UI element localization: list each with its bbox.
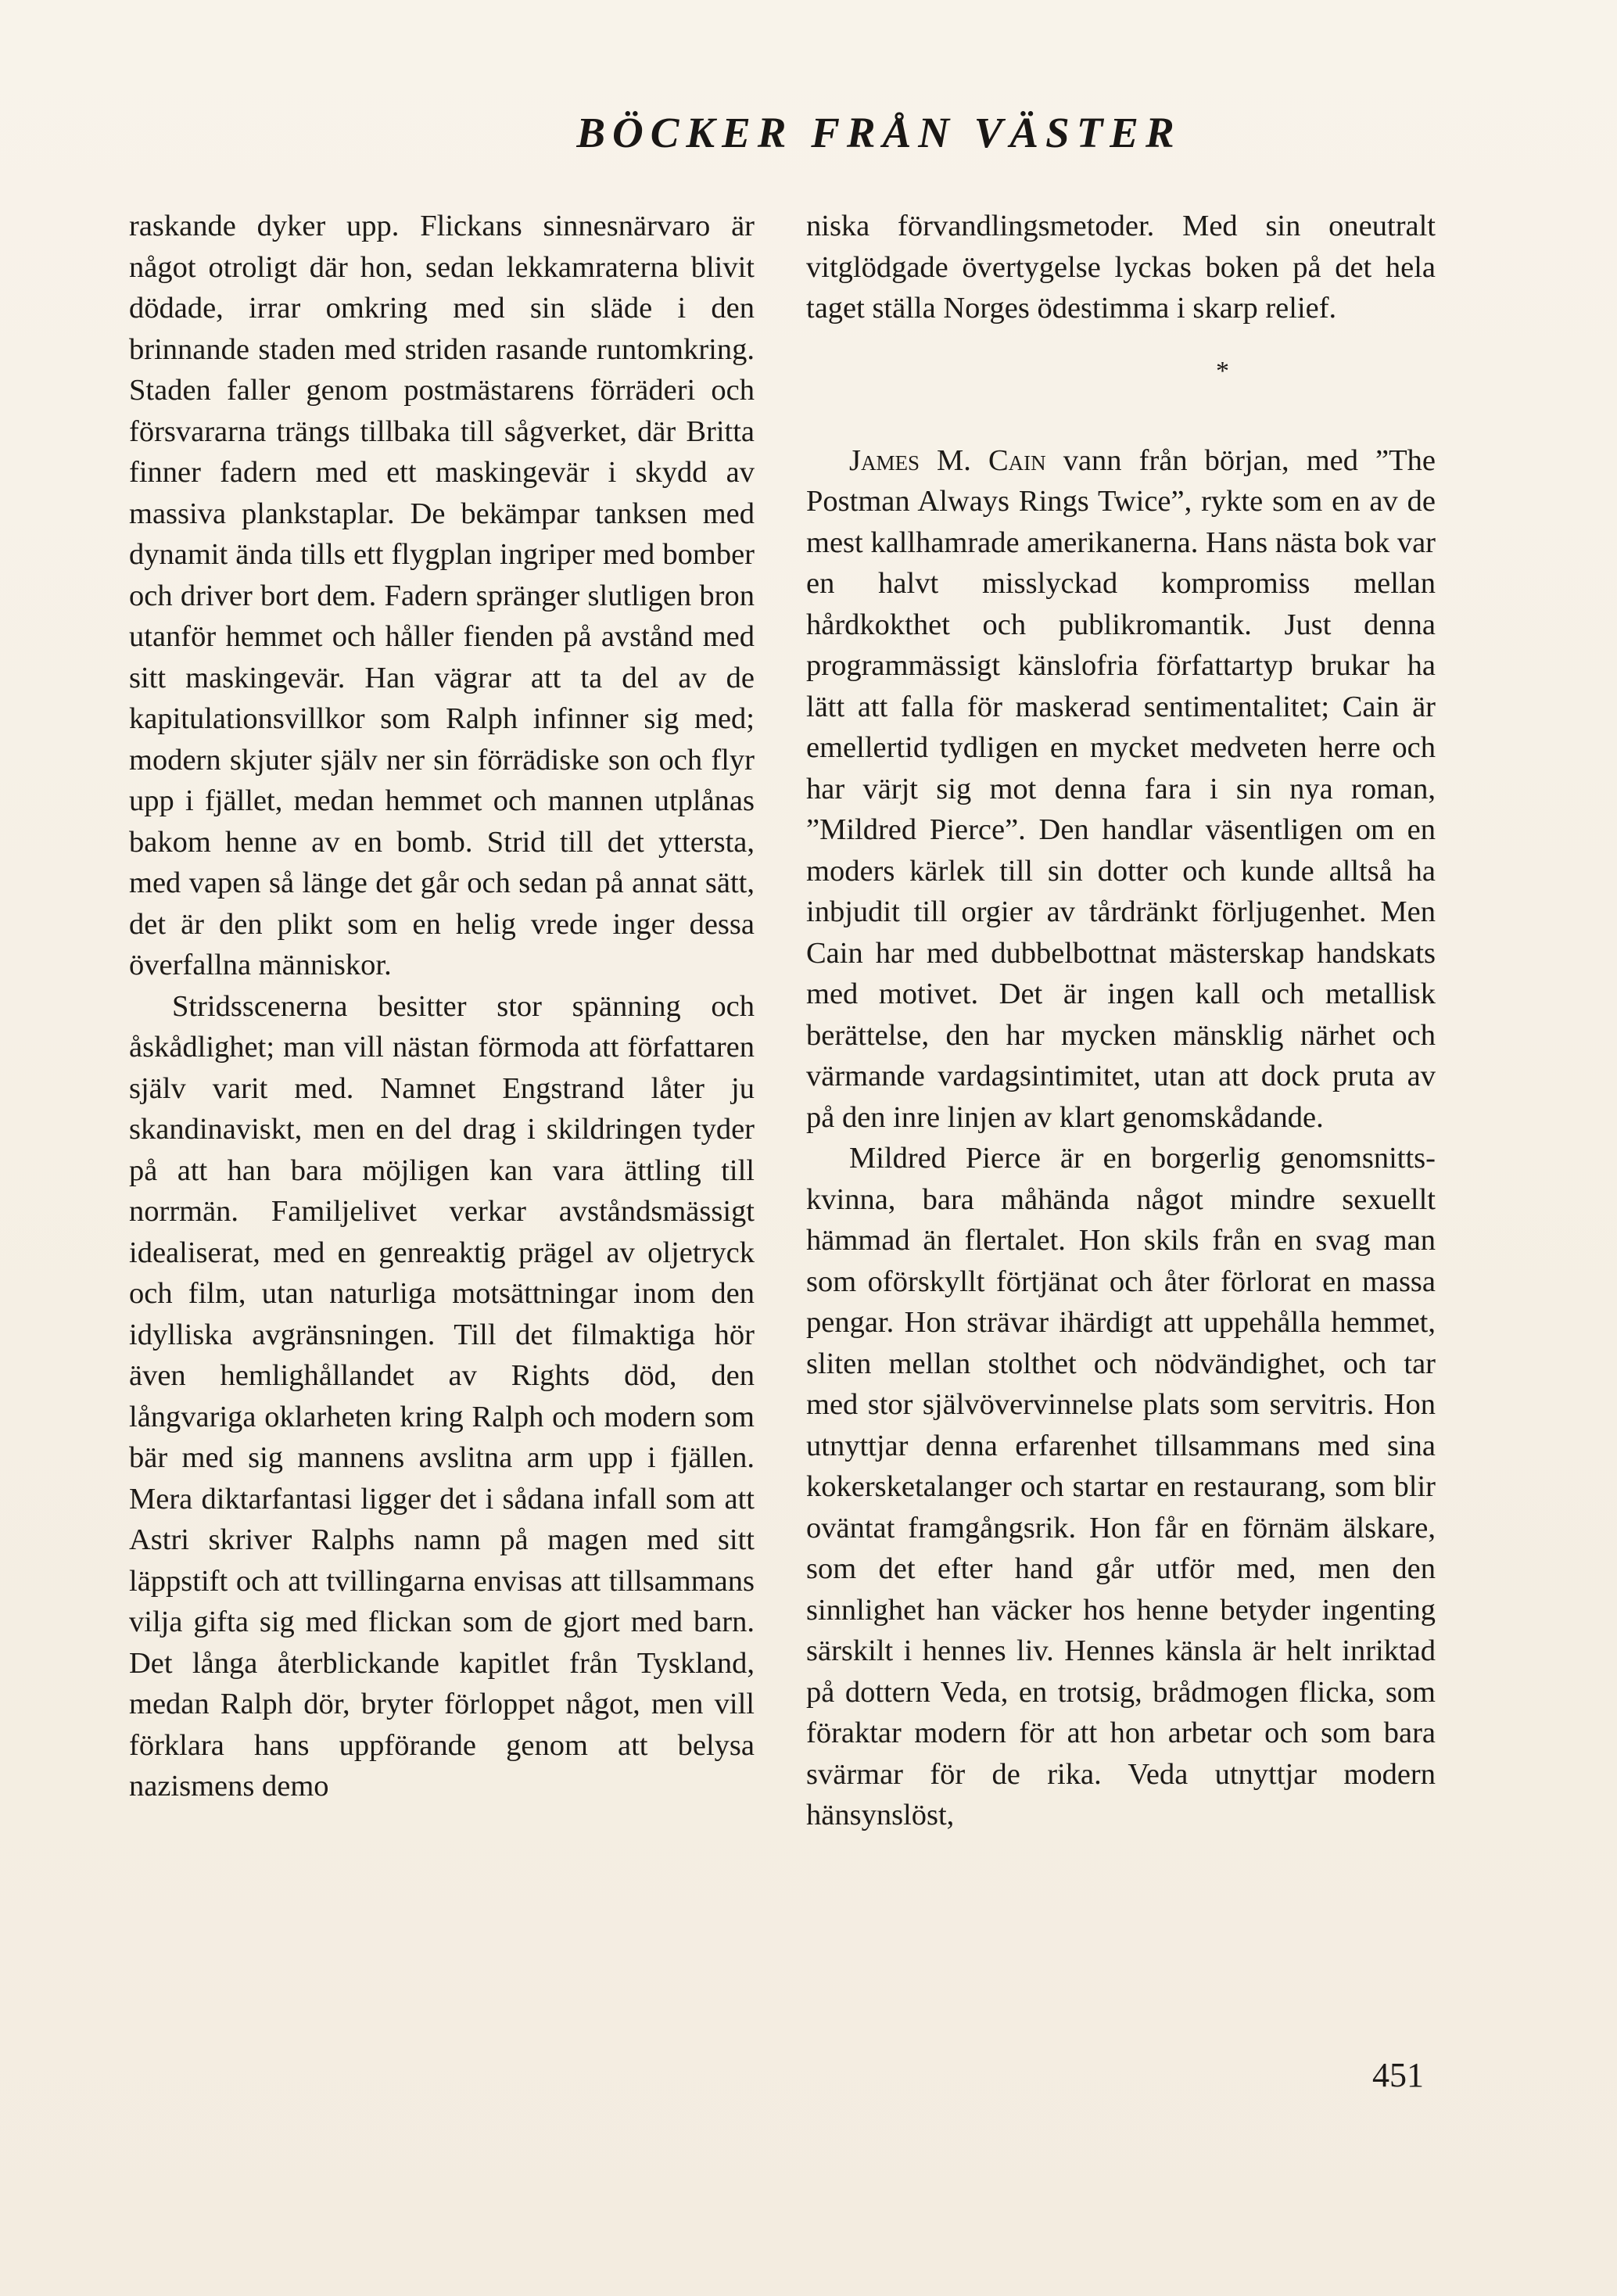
page-number: 451 <box>1372 2056 1424 2094</box>
section-separator: * <box>1216 356 1229 386</box>
author-name: James M. Cain <box>849 443 1046 477</box>
left-column <box>129 206 755 1807</box>
left-paragraph-1: raskande dyker upp. Flickans sinnesnärvaro är något otroligt där hon, sedan lekkamraterna blivit dödade, irrar omkring med sin släde i den brinnande staden med striden rasande runtomkring. Staden faller genom postmästarens förräderi och försvararna trängs tillbaka till sågverket, där Britta finner fadern med ett maskingevär i skydd av massiva plankstaplar. De bekämpar tanksen med dynamit ända tills ett flygplan ingriper med bomber och driver bort dem. Fadern spränger slutligen bron utanför hemmet och håller fienden på avstånd med sitt maskingevär. Han vägrar att ta del av de kapitulationsvillkor som Ralph infinner sig med; modern skjuter själv ner sin förrädiske son och flyr upp i fjället, medan hemmet och mannen utplånas bakom henne av en bomb. Strid till det yttersta, med vapen så länge det går och sedan på annat sätt, det är den plikt som en helig vrede inger dessa överfallna människor. <box>129 210 755 981</box>
right-paragraph-3: Mildred Pierce är en borgerlig genomsnittskvinna, bara måhända något mindre sexuellt hämmad än flertalet. Hon skils från en svag man som oförskyllt förtjänat och åter förlorat en massa pengar. Hon strävar ihärdigt att uppehålla hemmet, sliten mellan stolthet och nödvändighet, och tar med stor självövervinnelse plats som servitris. Hon utnyttjar denna erfarenhet tillsammans med sina kokersketalanger och startar en restaurang, som blir oväntat framgångsrik. Hon får en förnäm älskare, som det efter hand går utför med, men den sinnlighet han väcker hos henne betyder ingenting särskilt i hennes liv. Hennes känsla är helt inriktad på dottern Veda, en trotsig, brådmogen flicka, som föraktar modern för att hon arbetar och som bara svärmar för de rika. Veda utnyttjar modern hänsynslöst, <box>806 1142 1436 1831</box>
running-header: BÖCKER FRÅN VÄSTER <box>576 109 1181 156</box>
right-column <box>806 206 1436 1836</box>
right-paragraph-2 <box>806 440 1436 1139</box>
right-paragraph-2-text: vann från början, med ”The Postman Always Rings Twice”, rykte som en av de mest kallhamrade amerikanerna. Hans nästa bok var en halvt misslyckad kompromiss mellan hårdkokthet och publikromantik. Just denna programmässigt känslofria författartyp brukar ha lätt att falla för maskerad sentimentalitet; Cain är emellertid tydligen en mycket medveten herre och har värjt sig mot denna fara i sin nya roman, ”Mildred Pierce”. Den handlar väsentligen om en moders kärlek till sin dotter och kunde alltså ha inbjudit till orgier av tårdränkt förljugenhet. Men Cain har med dubbelbottnat mästerskap handskats med motivet. Det är ingen kall och metallisk berättelse, den har mycken mänsklig närhet och värmande vardagsintimitet, utan att dock pruta av på den inre linjen av klart genomskådande. <box>806 443 1436 1134</box>
left-paragraph-2: Stridsscenerna besitter stor spänning och åskådlighet; man vill nästan förmoda att författaren själv varit med. Namnet Engstrand låter ju skandinaviskt, men en del drag i skildringen tyder på att han bara möjligen kan vara ättling till norrmän. Familjelivet verkar avståndsmässigt idealiserat, med en genreaktig prägel av oljetryck och film, utan naturliga motsättningar inom den idylliska avgränsningen. Till det filmaktiga hör även hemlighållandet av Rights död, den långvariga oklarheten kring Ralph och modern som bär med sig mannens avslitna arm upp i fjällen. Mera diktarfantasi ligger det i sådana infall som att Astri skriver Ralphs namn på magen med sitt läppstift och att tvillingarna envisas att tillsammans vilja gifta sig med flickan som de gjort med barn. Det långa återblickande kapitlet från Tyskland, medan Ralph dör, bryter förloppet något, men vill förklara hans uppförande genom att belysa nazismens demo <box>129 989 755 1803</box>
right-paragraph-1: niska förvandlingsmetoder. Med sin oneutralt vitglödgade övertygelse lyckas boken på det hela taget ställa Norges ödestimma i skarp relief. <box>806 210 1436 325</box>
